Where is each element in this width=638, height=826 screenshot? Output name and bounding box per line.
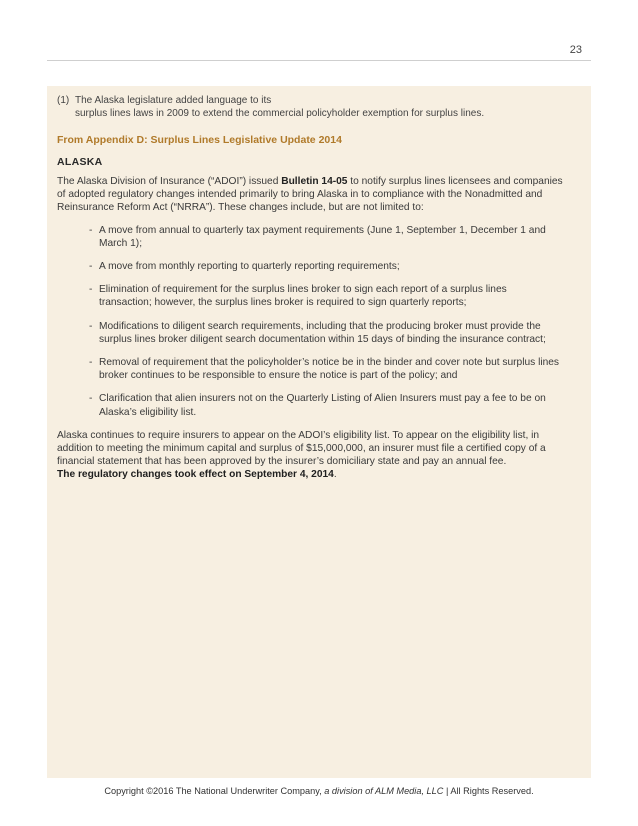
- list-item: [89, 224, 571, 250]
- list-item-text: Removal of requirement that the policyholder’s notice be in the binder and cover note but surplus lines broker continues to be responsible to ensure the notice is part of the policy; and: [99, 357, 560, 382]
- bullet-dash: -: [89, 357, 93, 369]
- intro-text-after: to notify surplus lines licensees and companies of adopted regulatory changes intended primarily to bring Alaska in to compliance with the Nonadmitted and Reinsurance Reform Act (“NRRA”). These changes include, but are not limited to:: [57, 176, 563, 214]
- bulletin-reference: Bulletin 14-05: [281, 176, 348, 187]
- effective-date-statement: The regulatory changes took effect on September 4, 2014: [57, 469, 334, 481]
- state-heading: ALASKA: [57, 156, 103, 168]
- footer-text-after: | All Rights Reserved.: [443, 786, 534, 796]
- list-item: [89, 260, 571, 273]
- closing-paragraph: [57, 429, 571, 482]
- footer-company-division: a division of ALM Media, LLC: [324, 786, 444, 796]
- bullet-dash: -: [89, 224, 93, 236]
- section-heading: From Appendix D: Surplus Lines Legislative Update 2014: [57, 134, 342, 146]
- footnote-line-2: surplus lines laws in 2009 to extend the commercial policyholder exemption for surplus lines.: [75, 108, 485, 119]
- page-number: 23: [569, 44, 582, 56]
- changes-list: [57, 224, 571, 419]
- footnote: [57, 94, 571, 120]
- header-rule: [47, 60, 591, 61]
- footnote-number: (1): [57, 95, 70, 106]
- effective-date-period: .: [333, 469, 337, 481]
- footnote-line-1: The Alaska legislature added language to its: [75, 95, 272, 106]
- list-item: [89, 320, 571, 346]
- list-item: [89, 356, 571, 382]
- copyright-footer: [0, 786, 638, 796]
- list-item: [89, 283, 571, 309]
- content-panel: [47, 86, 591, 778]
- bullet-dash: -: [89, 320, 93, 332]
- list-item-text: Clarification that alien insurers not on the Quarterly Listing of Alien Insurers must pay a fee to be on Alaska’s eligibility list.: [99, 393, 546, 418]
- intro-text-before: The Alaska Division of Insurance (“ADOI”) issued: [57, 176, 282, 187]
- list-item-text: Modifications to diligent search requirements, including that the producing broker must provide the surplus lines broker diligent search documentation within 15 days of binding the insurance contract;: [99, 320, 546, 345]
- bullet-dash: -: [89, 393, 93, 405]
- footer-text-before: Copyright ©2016 The National Underwriter Company,: [104, 786, 325, 796]
- bullet-dash: -: [89, 284, 93, 296]
- list-item-text: A move from monthly reporting to quarterly reporting requirements;: [99, 261, 400, 273]
- bullet-dash: -: [89, 261, 93, 273]
- list-item-text: A move from annual to quarterly tax payment requirements (June 1, September 1, December 1 and March 1);: [99, 224, 546, 249]
- footnote-text: [75, 94, 571, 120]
- closing-text: Alaska continues to require insurers to appear on the ADOI’s eligibility list. To appear on the eligibility list, in addition to meeting the minimum capital and surplus of $15,000,000, an insurer must file a certified copy of a financial statement that has been approved by the insurer’s domiciliary state and pay an annual fee.: [57, 429, 546, 468]
- list-item-text: Elimination of requirement for the surplus lines broker to sign each report of a surplus lines transaction; however, the surplus lines broker is required to sign quarterly reports;: [99, 284, 507, 309]
- intro-paragraph: [57, 175, 571, 215]
- list-item: [89, 392, 571, 418]
